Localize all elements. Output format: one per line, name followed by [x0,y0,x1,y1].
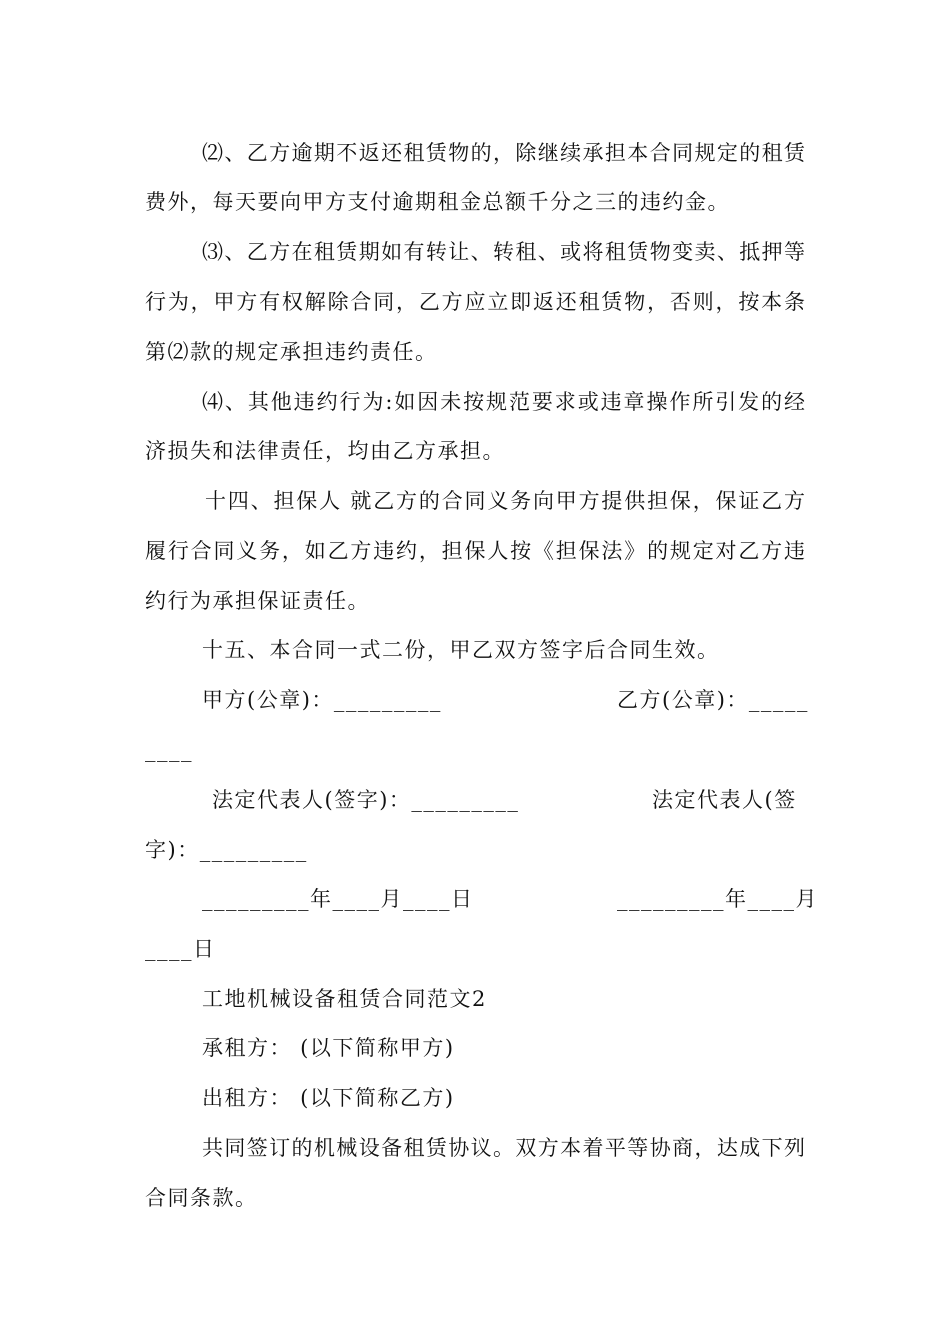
intro-line-1: 共同签订的机械设备租赁协议。双方本着平等协商，达成下列 [202,1136,805,1160]
paragraph-4-line-2: 济损失和法律责任，均由乙方承担。 [145,439,505,463]
party-a-seal-line: 甲方(公章)：_________ [202,688,442,712]
legal-rep-a-line: 法定代表人(签字)：_________ [212,788,520,812]
clause-14-line-3: 约行为承担保证责任。 [145,589,370,613]
intro-line-2: 合同条款。 [145,1186,258,1210]
party-b-seal-line: 乙方(公章)：_____ [617,688,809,712]
contract-2-title: 工地机械设备租赁合同范文2 [202,987,487,1011]
legal-rep-b-continuation: 字)：_________ [145,838,308,862]
paragraph-3-line-3: 第⑵款的规定承担违约责任。 [145,340,438,364]
paragraph-2-line-1: ⑵、乙方逾期不返还租赁物的，除继续承担本合同规定的租赁 [202,141,805,165]
date-b-line: _________年____月 [617,887,818,911]
paragraph-3-line-1: ⑶、乙方在租赁期如有转让、转租、或将租赁物变卖、抵押等 [202,240,805,264]
paragraph-3-line-2: 行为，甲方有权解除合同，乙方应立即返还租赁物，否则，按本条 [145,290,805,314]
paragraph-4-line-1: ⑷、其他违约行为:如因未按规范要求或违章操作所引发的经 [202,390,805,414]
legal-rep-b-line: 法定代表人(签 [652,788,797,812]
party-b-seal-continuation: ____ [145,738,193,762]
date-b-continuation: ____日 [145,937,216,961]
lessee-line: 承租方： (以下简称甲方) [202,1036,455,1060]
date-a-line: _________年____月____日 [202,887,474,911]
clause-14-line-2: 履行合同义务，如乙方违约，担保人按《担保法》的规定对乙方违 [145,539,805,563]
lessor-line: 出租方： (以下简称乙方) [202,1086,455,1110]
clause-15: 十五、本合同一式二份，甲乙双方签字后合同生效。 [202,638,720,662]
clause-14-line-1: 十四、担保人 就乙方的合同义务向甲方提供担保，保证乙方 [205,489,805,513]
paragraph-2-line-2: 费外，每天要向甲方支付逾期租金总额千分之三的违约金。 [145,190,730,214]
